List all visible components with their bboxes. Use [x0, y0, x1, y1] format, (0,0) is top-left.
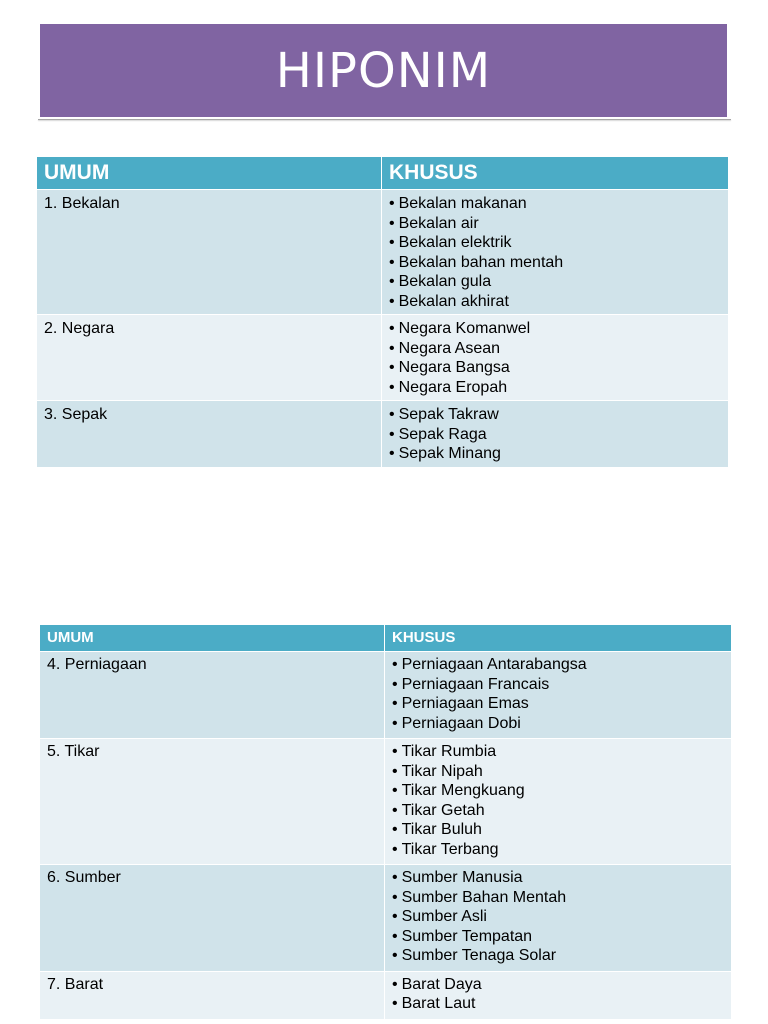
list-item: • Tikar Rumbia	[392, 742, 724, 762]
khusus-list	[389, 405, 721, 464]
umum-cell: 3. Sepak	[37, 401, 382, 468]
khusus-cell	[385, 652, 732, 739]
list-item: • Sumber Bahan Mentah	[392, 888, 724, 908]
khusus-list	[392, 655, 724, 733]
title-divider	[38, 119, 731, 120]
list-item: • Bekalan akhirat	[389, 292, 721, 312]
list-item: • Negara Asean	[389, 339, 721, 359]
page-title: HIPONIM	[275, 42, 492, 99]
list-item: • Bekalan makanan	[389, 194, 721, 214]
umum-cell: 6. Sumber	[40, 865, 385, 972]
table-row	[40, 652, 732, 739]
umum-cell: 4. Perniagaan	[40, 652, 385, 739]
hyponym-table-1	[36, 156, 729, 468]
list-item: • Perniagaan Emas	[392, 694, 724, 714]
khusus-cell	[385, 971, 732, 1019]
table-row	[37, 401, 729, 468]
list-item: • Perniagaan Antarabangsa	[392, 655, 724, 675]
table-body	[40, 652, 732, 1020]
khusus-list	[392, 742, 724, 859]
list-item: • Perniagaan Francais	[392, 675, 724, 695]
table-body	[37, 190, 729, 468]
khusus-cell	[385, 865, 732, 972]
table-header-row	[37, 157, 729, 190]
list-item: • Bekalan air	[389, 214, 721, 234]
list-item: • Negara Bangsa	[389, 358, 721, 378]
umum-cell: 5. Tikar	[40, 739, 385, 865]
list-item: • Barat Daya	[392, 975, 724, 995]
khusus-list	[389, 319, 721, 397]
list-item: • Tikar Mengkuang	[392, 781, 724, 801]
khusus-cell	[382, 401, 729, 468]
list-item: • Tikar Nipah	[392, 762, 724, 782]
list-item: • Negara Eropah	[389, 378, 721, 398]
khusus-cell	[382, 315, 729, 401]
list-item: • Perniagaan Dobi	[392, 714, 724, 734]
umum-cell: 2. Negara	[37, 315, 382, 401]
list-item: • Tikar Getah	[392, 801, 724, 821]
list-item: • Sumber Asli	[392, 907, 724, 927]
umum-cell: 1. Bekalan	[37, 190, 382, 315]
list-item: • Tikar Buluh	[392, 820, 724, 840]
khusus-list	[389, 194, 721, 311]
table-row	[37, 315, 729, 401]
list-item: • Bekalan elektrik	[389, 233, 721, 253]
title-banner	[40, 24, 727, 117]
umum-cell: 7. Barat	[40, 971, 385, 1019]
table-row	[40, 739, 732, 865]
list-item: • Sumber Tempatan	[392, 927, 724, 947]
khusus-list	[392, 868, 724, 966]
hyponym-table-2	[39, 624, 732, 1020]
khusus-cell	[385, 739, 732, 865]
header-khusus: KHUSUS	[382, 157, 729, 190]
list-item: • Sumber Tenaga Solar	[392, 946, 724, 966]
list-item: • Sumber Manusia	[392, 868, 724, 888]
list-item: • Sepak Takraw	[389, 405, 721, 425]
list-item: • Sepak Raga	[389, 425, 721, 445]
header-khusus: KHUSUS	[385, 625, 732, 652]
list-item: • Sepak Minang	[389, 444, 721, 464]
list-item: • Barat Laut	[392, 994, 724, 1014]
table-header-row	[40, 625, 732, 652]
list-item: • Negara Komanwel	[389, 319, 721, 339]
list-item: • Bekalan bahan mentah	[389, 253, 721, 273]
table-row	[40, 971, 732, 1019]
khusus-list	[392, 975, 724, 1014]
table-row	[40, 865, 732, 972]
header-umum: UMUM	[40, 625, 385, 652]
list-item: • Bekalan gula	[389, 272, 721, 292]
table-row	[37, 190, 729, 315]
list-item: • Tikar Terbang	[392, 840, 724, 860]
khusus-cell	[382, 190, 729, 315]
header-umum: UMUM	[37, 157, 382, 190]
